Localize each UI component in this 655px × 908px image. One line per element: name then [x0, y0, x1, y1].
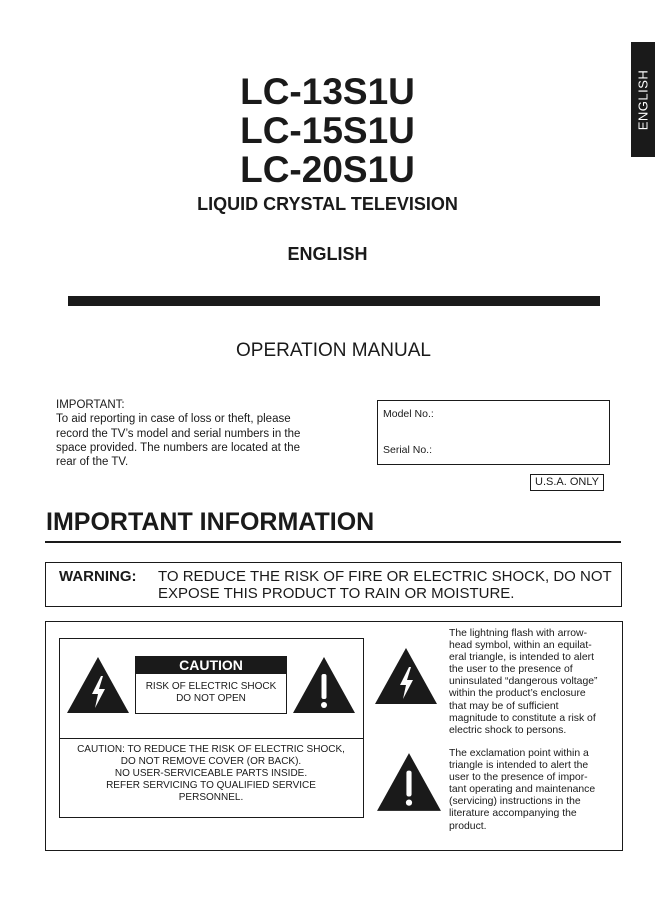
- description-line: The exclamation point within a: [449, 748, 589, 759]
- description-line: electric shock to persons.: [449, 724, 567, 736]
- important-label: IMPORTANT:: [56, 399, 125, 411]
- caution-line: DO NOT REMOVE COVER (OR BACK).: [120, 756, 302, 767]
- description-line: eral triangle, is intended to alert: [449, 652, 594, 664]
- caution-title: CAUTION: [136, 657, 286, 674]
- language-tab-label: ENGLISH: [635, 69, 651, 130]
- description-line: The lightning flash with arrow-: [449, 628, 588, 639]
- important-line: space provided. The numbers are located at the: [56, 441, 300, 454]
- lightning-warning-icon: [66, 656, 130, 714]
- description-line: literature accompanying the: [449, 808, 577, 820]
- description-line: uninsulated “dangerous voltage”: [449, 676, 598, 688]
- caution-divider: [59, 738, 364, 739]
- warning-box: [45, 562, 622, 607]
- manual-title: OPERATION MANUAL: [236, 340, 431, 361]
- heading-underline: [45, 541, 621, 543]
- caution-subtext-line: RISK OF ELECTRIC SHOCK: [145, 681, 277, 692]
- description-line: within the product’s enclosure: [449, 688, 586, 700]
- description-line: tant operating and maintenance: [449, 784, 596, 796]
- caution-line: CAUTION: TO REDUCE THE RISK OF ELECTRIC SHOCK,: [77, 744, 345, 755]
- model-number-2: LC-15S1U: [240, 110, 415, 151]
- description-line: product.: [449, 820, 487, 832]
- title-divider: [68, 296, 600, 306]
- caution-label: [135, 656, 287, 714]
- exclamation-description: [449, 748, 619, 833]
- description-line: (servicing) instructions in the: [449, 796, 581, 808]
- description-line: triangle is intended to alert the: [449, 760, 589, 772]
- caution-line: PERSONNEL.: [178, 792, 244, 803]
- caution-subtext-line: DO NOT OPEN: [176, 693, 246, 704]
- exclamation-warning-icon: [292, 656, 356, 714]
- language-label: ENGLISH: [287, 244, 368, 264]
- important-notice: [56, 398, 331, 469]
- caution-subtext: [136, 681, 286, 705]
- model-number-1: LC-13S1U: [240, 71, 415, 112]
- lightning-description: [449, 628, 619, 737]
- exclamation-symbol-icon: [376, 752, 442, 812]
- caution-line: NO USER-SERVICEABLE PARTS INSIDE.: [114, 768, 308, 779]
- region-badge: U.S.A. ONLY: [530, 474, 604, 491]
- description-line: that may be of sufficient: [449, 700, 559, 712]
- description-line: user to the presence of impor-: [449, 772, 588, 784]
- serial-no-label: Serial No.:: [383, 444, 433, 456]
- description-line: magnitude to constitute a risk of: [449, 712, 596, 724]
- model-number-3: LC-20S1U: [240, 149, 415, 190]
- important-line: To aid reporting in case of loss or theft, please: [56, 413, 291, 426]
- description-line: head symbol, within an equilat-: [449, 640, 592, 652]
- warning-label: WARNING:: [59, 568, 137, 585]
- description-line: the user to the presence of: [449, 664, 573, 676]
- caution-line: REFER SERVICING TO QUALIFIED SERVICE: [106, 780, 316, 791]
- product-type: LIQUID CRYSTAL TELEVISION: [197, 194, 458, 214]
- model-no-label: Model No.:: [383, 408, 434, 420]
- section-heading: IMPORTANT INFORMATION: [46, 508, 375, 536]
- warning-text: TO REDUCE THE RISK OF FIRE OR ELECTRIC SHOCK, DO NOT EXPOSE THIS PRODUCT TO RAIN OR MOISTURE.: [158, 568, 612, 602]
- serial-record-box: [377, 400, 610, 465]
- caution-instructions: [62, 744, 360, 804]
- important-line: record the TV’s model and serial numbers in the: [56, 427, 301, 440]
- lightning-symbol-icon: [373, 647, 439, 705]
- important-line: rear of the TV.: [56, 456, 129, 469]
